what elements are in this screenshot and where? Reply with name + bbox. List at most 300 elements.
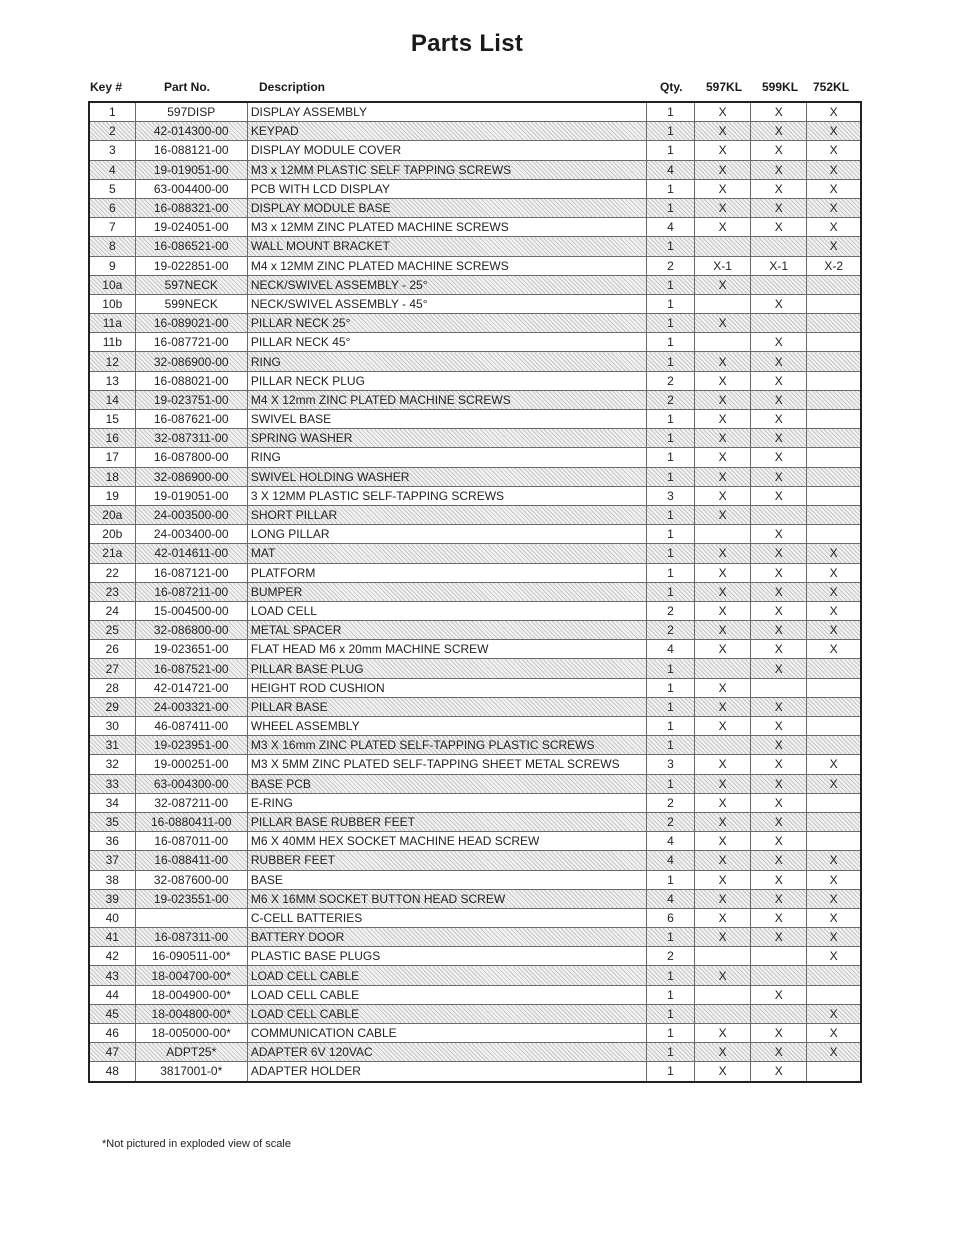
qty-cell: 2 (646, 621, 694, 640)
model-752kl-cell (807, 314, 861, 333)
part-no-cell: 16-086521-00 (135, 237, 247, 256)
part-no-cell: 16-088021-00 (135, 371, 247, 390)
model-597kl-cell (695, 985, 751, 1004)
table-row (89, 697, 861, 716)
qty-cell: 1 (646, 563, 694, 582)
model-597kl-cell: X (695, 275, 751, 294)
qty-cell: 1 (646, 505, 694, 524)
model-599kl-cell: X (751, 525, 807, 544)
table-row (89, 179, 861, 198)
description-cell: M3 x 12MM PLASTIC SELF TAPPING SCREWS (247, 160, 646, 179)
description-cell: NECK/SWIVEL ASSEMBLY - 45° (247, 294, 646, 313)
model-752kl-cell (807, 390, 861, 409)
page-title: Parts List (410, 30, 524, 57)
description-cell: FLAT HEAD M6 x 20mm MACHINE SCREW (247, 640, 646, 659)
model-597kl-cell: X (695, 410, 751, 429)
model-752kl-cell (807, 812, 861, 831)
part-no-cell: 18-005000-00* (135, 1024, 247, 1043)
model-599kl-cell: X (751, 563, 807, 582)
model-752kl-cell: X-2 (807, 256, 861, 275)
model-752kl-cell: X (807, 582, 861, 601)
key-cell: 25 (89, 621, 135, 640)
model-752kl-cell: X (807, 1004, 861, 1023)
table-row (89, 371, 861, 390)
header-752kl: 752KL (813, 80, 850, 94)
qty-cell: 4 (646, 640, 694, 659)
table-row (89, 102, 861, 122)
model-597kl-cell (695, 947, 751, 966)
description-cell: M4 x 12MM ZINC PLATED MACHINE SCREWS (247, 256, 646, 275)
model-752kl-cell: X (807, 640, 861, 659)
description-cell: DISPLAY MODULE BASE (247, 198, 646, 217)
table-row (89, 755, 861, 774)
qty-cell: 2 (646, 793, 694, 812)
model-599kl-cell: X (751, 1043, 807, 1062)
model-752kl-cell (807, 659, 861, 678)
model-597kl-cell: X (695, 832, 751, 851)
key-cell: 12 (89, 352, 135, 371)
model-599kl-cell (751, 678, 807, 697)
table-row (89, 985, 861, 1004)
qty-cell: 1 (646, 410, 694, 429)
model-599kl-cell: X (751, 141, 807, 160)
qty-cell: 4 (646, 832, 694, 851)
qty-cell: 1 (646, 966, 694, 985)
model-752kl-cell: X (807, 755, 861, 774)
table-row (89, 812, 861, 831)
table-row (89, 908, 861, 927)
key-cell: 45 (89, 1004, 135, 1023)
model-599kl-cell: X (751, 889, 807, 908)
footnote: *Not pictured in exploded view of scale (102, 1138, 291, 1150)
header-597kl: 597KL (706, 80, 743, 94)
description-cell: METAL SPACER (247, 621, 646, 640)
model-752kl-cell: X (807, 908, 861, 927)
model-599kl-cell: X (751, 582, 807, 601)
part-no-cell: 32-086800-00 (135, 621, 247, 640)
description-cell: SWIVEL HOLDING WASHER (247, 467, 646, 486)
description-cell: M6 X 16MM SOCKET BUTTON HEAD SCREW (247, 889, 646, 908)
table-row (89, 218, 861, 237)
part-no-cell: 16-090511-00* (135, 947, 247, 966)
key-cell: 7 (89, 218, 135, 237)
table-row (89, 256, 861, 275)
model-752kl-cell (807, 505, 861, 524)
model-597kl-cell: X (695, 198, 751, 217)
key-cell: 34 (89, 793, 135, 812)
description-cell: BATTERY DOOR (247, 928, 646, 947)
qty-cell: 4 (646, 889, 694, 908)
description-cell: M4 X 12mm ZINC PLATED MACHINE SCREWS (247, 390, 646, 409)
part-no-cell: 42-014611-00 (135, 544, 247, 563)
model-597kl-cell: X (695, 429, 751, 448)
table-row (89, 717, 861, 736)
model-599kl-cell: X (751, 102, 807, 122)
part-no-cell: 19-022851-00 (135, 256, 247, 275)
table-row (89, 160, 861, 179)
qty-cell: 1 (646, 122, 694, 141)
model-599kl-cell (751, 505, 807, 524)
header-599kl: 599KL (762, 80, 799, 94)
model-599kl-cell: X (751, 736, 807, 755)
model-597kl-cell: X (695, 467, 751, 486)
model-752kl-cell (807, 966, 861, 985)
qty-cell: 1 (646, 102, 694, 122)
description-cell: E-RING (247, 793, 646, 812)
qty-cell: 4 (646, 218, 694, 237)
header-description: Description (259, 80, 326, 94)
model-597kl-cell: X (695, 390, 751, 409)
header-part-no: Part No. (164, 80, 211, 94)
key-cell: 18 (89, 467, 135, 486)
model-599kl-cell: X-1 (751, 256, 807, 275)
qty-cell: 2 (646, 371, 694, 390)
model-599kl-cell: X (751, 621, 807, 640)
model-752kl-cell: X (807, 102, 861, 122)
table-row (89, 1062, 861, 1082)
description-cell: DISPLAY MODULE COVER (247, 141, 646, 160)
part-no-cell: 46-087411-00 (135, 717, 247, 736)
key-cell: 11b (89, 333, 135, 352)
key-cell: 28 (89, 678, 135, 697)
part-no-cell: 16-087621-00 (135, 410, 247, 429)
key-cell: 1 (89, 102, 135, 122)
model-599kl-cell: X (751, 793, 807, 812)
model-599kl-cell: X (751, 160, 807, 179)
qty-cell: 1 (646, 198, 694, 217)
model-599kl-cell: X (751, 544, 807, 563)
model-752kl-cell: X (807, 947, 861, 966)
model-599kl-cell: X (751, 640, 807, 659)
part-no-cell: ADPT25* (135, 1043, 247, 1062)
table-row (89, 774, 861, 793)
model-597kl-cell (695, 333, 751, 352)
model-752kl-cell (807, 486, 861, 505)
part-no-cell: 32-086900-00 (135, 467, 247, 486)
part-no-cell: 16-088321-00 (135, 198, 247, 217)
qty-cell: 1 (646, 141, 694, 160)
model-597kl-cell: X (695, 544, 751, 563)
model-597kl-cell: X-1 (695, 256, 751, 275)
model-599kl-cell: X (751, 697, 807, 716)
table-row (89, 467, 861, 486)
description-cell: LONG PILLAR (247, 525, 646, 544)
model-752kl-cell: X (807, 851, 861, 870)
table-row (89, 544, 861, 563)
qty-cell: 2 (646, 601, 694, 620)
model-599kl-cell: X (751, 429, 807, 448)
description-cell: PLASTIC BASE PLUGS (247, 947, 646, 966)
key-cell: 48 (89, 1062, 135, 1082)
table-row (89, 333, 861, 352)
key-cell: 2 (89, 122, 135, 141)
key-cell: 27 (89, 659, 135, 678)
table-row (89, 1043, 861, 1062)
description-cell: LOAD CELL (247, 601, 646, 620)
table-row (89, 448, 861, 467)
model-752kl-cell (807, 333, 861, 352)
qty-cell: 1 (646, 697, 694, 716)
description-cell: BASE PCB (247, 774, 646, 793)
model-752kl-cell (807, 429, 861, 448)
model-599kl-cell: X (751, 851, 807, 870)
key-cell: 29 (89, 697, 135, 716)
model-752kl-cell: X (807, 1043, 861, 1062)
part-no-cell: 63-004300-00 (135, 774, 247, 793)
key-cell: 44 (89, 985, 135, 1004)
description-cell: LOAD CELL CABLE (247, 966, 646, 985)
model-597kl-cell (695, 237, 751, 256)
model-597kl-cell (695, 736, 751, 755)
qty-cell: 1 (646, 774, 694, 793)
model-597kl-cell: X (695, 601, 751, 620)
model-599kl-cell: X (751, 218, 807, 237)
description-cell: NECK/SWIVEL ASSEMBLY - 25° (247, 275, 646, 294)
key-cell: 23 (89, 582, 135, 601)
model-597kl-cell: X (695, 141, 751, 160)
model-752kl-cell (807, 985, 861, 1004)
model-597kl-cell: X (695, 812, 751, 831)
model-599kl-cell: X (751, 659, 807, 678)
part-no-cell: 19-023651-00 (135, 640, 247, 659)
model-752kl-cell: X (807, 563, 861, 582)
model-597kl-cell: X (695, 314, 751, 333)
part-no-cell: 16-087800-00 (135, 448, 247, 467)
description-cell: KEYPAD (247, 122, 646, 141)
key-cell: 14 (89, 390, 135, 409)
table-row (89, 525, 861, 544)
qty-cell: 1 (646, 928, 694, 947)
model-599kl-cell (751, 947, 807, 966)
model-597kl-cell: X (695, 717, 751, 736)
part-no-cell: 19-000251-00 (135, 755, 247, 774)
model-597kl-cell: X (695, 870, 751, 889)
model-597kl-cell: X (695, 505, 751, 524)
key-cell: 13 (89, 371, 135, 390)
table-row (89, 429, 861, 448)
qty-cell: 1 (646, 237, 694, 256)
model-597kl-cell: X (695, 908, 751, 927)
table-row (89, 141, 861, 160)
qty-cell: 1 (646, 736, 694, 755)
model-597kl-cell (695, 659, 751, 678)
description-cell: RUBBER FEET (247, 851, 646, 870)
model-752kl-cell: X (807, 218, 861, 237)
key-cell: 43 (89, 966, 135, 985)
model-752kl-cell (807, 448, 861, 467)
qty-cell: 1 (646, 179, 694, 198)
table-row (89, 505, 861, 524)
description-cell: BUMPER (247, 582, 646, 601)
qty-cell: 1 (646, 659, 694, 678)
key-cell: 42 (89, 947, 135, 966)
key-cell: 31 (89, 736, 135, 755)
model-597kl-cell: X (695, 563, 751, 582)
model-599kl-cell: X (751, 352, 807, 371)
model-597kl-cell: X (695, 102, 751, 122)
key-cell: 16 (89, 429, 135, 448)
qty-cell: 1 (646, 1004, 694, 1023)
part-no-cell: 16-087311-00 (135, 928, 247, 947)
part-no-cell: 42-014721-00 (135, 678, 247, 697)
model-752kl-cell (807, 1062, 861, 1082)
key-cell: 35 (89, 812, 135, 831)
model-599kl-cell: X (751, 812, 807, 831)
model-597kl-cell: X (695, 1024, 751, 1043)
description-cell: PILLAR BASE RUBBER FEET (247, 812, 646, 831)
description-cell: PILLAR BASE (247, 697, 646, 716)
part-no-cell: 15-004500-00 (135, 601, 247, 620)
model-599kl-cell: X (751, 294, 807, 313)
description-cell: RING (247, 352, 646, 371)
part-no-cell: 19-019051-00 (135, 486, 247, 505)
model-752kl-cell: X (807, 889, 861, 908)
model-599kl-cell: X (751, 832, 807, 851)
model-599kl-cell: X (751, 717, 807, 736)
model-597kl-cell: X (695, 621, 751, 640)
key-cell: 38 (89, 870, 135, 889)
description-cell: ADAPTER HOLDER (247, 1062, 646, 1082)
table-row (89, 851, 861, 870)
key-cell: 5 (89, 179, 135, 198)
qty-cell: 1 (646, 717, 694, 736)
key-cell: 20a (89, 505, 135, 524)
key-cell: 15 (89, 410, 135, 429)
model-599kl-cell: X (751, 1024, 807, 1043)
model-597kl-cell: X (695, 1062, 751, 1082)
model-599kl-cell: X (751, 755, 807, 774)
part-no-cell: 18-004700-00* (135, 966, 247, 985)
qty-cell: 1 (646, 352, 694, 371)
model-752kl-cell: X (807, 122, 861, 141)
part-no-cell: 32-086900-00 (135, 352, 247, 371)
table-row (89, 621, 861, 640)
table-row (89, 736, 861, 755)
part-no-cell: 24-003321-00 (135, 697, 247, 716)
key-cell: 4 (89, 160, 135, 179)
table-row (89, 314, 861, 333)
qty-cell: 1 (646, 333, 694, 352)
part-no-cell: 597NECK (135, 275, 247, 294)
model-752kl-cell (807, 717, 861, 736)
part-no-cell: 16-087211-00 (135, 582, 247, 601)
part-no-cell: 16-088411-00 (135, 851, 247, 870)
table-row (89, 659, 861, 678)
part-no-cell: 18-004800-00* (135, 1004, 247, 1023)
table-row (89, 352, 861, 371)
model-597kl-cell: X (695, 678, 751, 697)
part-no-cell: 16-088121-00 (135, 141, 247, 160)
key-cell: 47 (89, 1043, 135, 1062)
model-599kl-cell: X (751, 448, 807, 467)
description-cell: HEIGHT ROD CUSHION (247, 678, 646, 697)
key-cell: 39 (89, 889, 135, 908)
part-no-cell: 24-003400-00 (135, 525, 247, 544)
table-row (89, 486, 861, 505)
model-597kl-cell: X (695, 352, 751, 371)
qty-cell: 1 (646, 582, 694, 601)
model-597kl-cell: X (695, 448, 751, 467)
model-599kl-cell: X (751, 601, 807, 620)
model-752kl-cell: X (807, 928, 861, 947)
description-cell: SWIVEL BASE (247, 410, 646, 429)
key-cell: 26 (89, 640, 135, 659)
model-752kl-cell (807, 352, 861, 371)
model-752kl-cell (807, 294, 861, 313)
qty-cell: 1 (646, 525, 694, 544)
model-599kl-cell: X (751, 467, 807, 486)
model-599kl-cell (751, 966, 807, 985)
model-752kl-cell (807, 793, 861, 812)
part-no-cell: 32-087600-00 (135, 870, 247, 889)
model-752kl-cell: X (807, 774, 861, 793)
description-cell: PILLAR NECK PLUG (247, 371, 646, 390)
qty-cell: 6 (646, 908, 694, 927)
part-no-cell: 32-087311-00 (135, 429, 247, 448)
header-key: Key # (90, 80, 123, 94)
key-cell: 24 (89, 601, 135, 620)
part-no-cell: 19-019051-00 (135, 160, 247, 179)
model-597kl-cell: X (695, 218, 751, 237)
key-cell: 41 (89, 928, 135, 947)
table-row (89, 122, 861, 141)
model-599kl-cell: X (751, 908, 807, 927)
qty-cell: 4 (646, 851, 694, 870)
description-cell: PILLAR NECK 25° (247, 314, 646, 333)
qty-cell: 1 (646, 314, 694, 333)
table-row (89, 870, 861, 889)
part-no-cell: 16-087011-00 (135, 832, 247, 851)
key-cell: 19 (89, 486, 135, 505)
model-752kl-cell: X (807, 870, 861, 889)
table-row (89, 889, 861, 908)
model-752kl-cell (807, 410, 861, 429)
table-row (89, 928, 861, 947)
key-cell: 11a (89, 314, 135, 333)
description-cell: M3 X 5MM ZINC PLATED SELF-TAPPING SHEET METAL SCREWS (247, 755, 646, 774)
description-cell: RING (247, 448, 646, 467)
model-599kl-cell: X (751, 371, 807, 390)
description-cell: DISPLAY ASSEMBLY (247, 102, 646, 122)
model-752kl-cell (807, 832, 861, 851)
model-752kl-cell (807, 736, 861, 755)
qty-cell: 1 (646, 275, 694, 294)
model-599kl-cell: X (751, 179, 807, 198)
qty-cell: 2 (646, 256, 694, 275)
qty-cell: 1 (646, 448, 694, 467)
model-597kl-cell: X (695, 179, 751, 198)
qty-cell: 2 (646, 390, 694, 409)
model-599kl-cell: X (751, 390, 807, 409)
table-header (88, 80, 862, 98)
model-597kl-cell: X (695, 966, 751, 985)
description-cell: MAT (247, 544, 646, 563)
key-cell: 22 (89, 563, 135, 582)
description-cell: PILLAR NECK 45° (247, 333, 646, 352)
table-row (89, 832, 861, 851)
qty-cell: 1 (646, 294, 694, 313)
part-no-cell: 19-024051-00 (135, 218, 247, 237)
description-cell: WHEEL ASSEMBLY (247, 717, 646, 736)
part-no-cell: 599NECK (135, 294, 247, 313)
model-599kl-cell: X (751, 410, 807, 429)
qty-cell: 2 (646, 947, 694, 966)
key-cell: 10a (89, 275, 135, 294)
model-597kl-cell: X (695, 640, 751, 659)
table-row (89, 1004, 861, 1023)
model-752kl-cell: X (807, 237, 861, 256)
part-no-cell: 16-087521-00 (135, 659, 247, 678)
